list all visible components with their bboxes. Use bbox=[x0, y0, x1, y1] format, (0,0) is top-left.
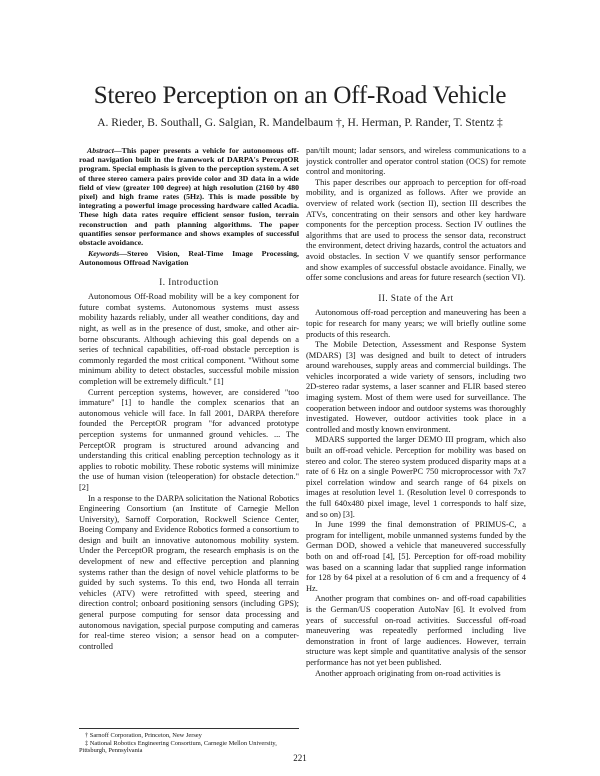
author-list: A. Rieder, B. Southall, G. Salgian, R. Mandelbaum †, H. Herman, P. Rander, T. Stentz ‡ bbox=[97, 117, 503, 129]
footnote-2: ‡ National Robotics Engineering Consortium, Carnegie Mellon University, Pittsburgh, Pennsylvania bbox=[79, 739, 277, 755]
sota-paragraph-5: Another program that combines on- and off-road capabilities is the German/US cooperation AutoNav [6]. It evolved from years of successful on-road activities. Successful off-road maneuvering was repeatedly performed including live demonstration in front of large audiences. However, terrain structure was kept simple and quantitative analysis of the sensor performance has not yet been published. bbox=[306, 594, 526, 667]
left-column bbox=[79, 146, 299, 728]
sota-paragraph-2: The Mobile Detection, Assessment and Response System (MDARS) [3] was designed and built to detect of intruders around warehouses, supply areas and commercial buildings. The vehicles incorporated a wide variety of sensors, including two 2D-stereo radar systems, a laser scanner and FLIR based stereo imaging system. Most of them were used for surveillance. The cooperation between indoor and outdoor systems was thoroughly investigated. However, outdoor activities took place in a controlled and mostly known environment. bbox=[306, 340, 526, 434]
footnote-1: † Sarnoff Corporation, Princeton, New Jersey bbox=[85, 732, 202, 739]
footnotes bbox=[79, 728, 299, 755]
keywords bbox=[79, 249, 299, 267]
keywords-text: Stereo Vision, Real-Time Image Processing, Autonomous Offroad Navigation bbox=[79, 249, 299, 268]
right-column bbox=[306, 146, 526, 742]
abstract-text: This paper presents a vehicle for autonomous off-road navigation built in the framework of DARPA's PerceptOR program. Special emphasis is given to the perception system. A set of three stereo camera pairs provide color and 3D data in a wide field of view (greater 100 degree) at high resolution (2160 by 480 pixel) and high frame rates (5Hz). This is made possible by integrating a powerful image processing hardware called Acadia. These high data rates require efficient sensor fusion, terrain reconstruction and path planning algorithms. The paper quantifies sensor performance and shows examples of successful obstacle avoidance. bbox=[79, 146, 299, 248]
intro-paragraph-2: Current perception systems, however, are considered "too immature" [1] to handle the complex scenarios that an autonomous vehicle will face. In fall 2001, DARPA therefore founded the PerceptOR program "for advanced prototype perception systems for unmanned ground vehicles. ... The PerceptOR program is structured around advancing and understanding this critical enabling perception technology as it applies to robotic mobility. These robotic systems will minimize the use of human vision (teleoperation) for obstacle detection." [2] bbox=[79, 387, 299, 492]
continuation-paragraph: pan/tilt mount; ladar sensors, and wireless communications to a joystick controller and operator control station (OCS) for remote control and monitoring. bbox=[306, 146, 526, 177]
intro-paragraph-3: In a response to the DARPA solicitation the National Robotics Engineering Consortium (an Institute of Carnegie Mellon University), Sarnoff Corporation, Rockwell Science Center, Boeing Company and Evidence Robotics formed a consortium to design and built an innovative autonomous mobility system. Under the PerceptOR program, the research emphasis is on the development of new and effective perception and planning systems rather than the design of novel vehicle platforms to be guided by such systems. To this end, two Honda all terrain vehicles (ATV) were retrofitted with speed, steering and direction control; onboard positioning sensors (including GPS); general purpose computing for sensor data processing and autonomous navigation, special purpose computing and cameras for real-time stereo vision; a sensor head on a computer-controlled bbox=[79, 493, 299, 651]
page-number: 221 bbox=[293, 753, 307, 763]
section-heading-state-of-the-art: II. State of the Art bbox=[378, 292, 454, 303]
abstract-label: Abstract— bbox=[87, 146, 122, 155]
sota-paragraph-4: In June 1999 the final demonstration of PRIMUS-C, a program for intelligent, mobile unmanned systems funded by the German DOD, showed a vehicle that maneuvered successfully both on and off-road [4], [5]. Perception for off-road mobility was based on a scanning ladar that supplied range information for 128 by 64 pixel at a resolution of 6 cm and a frequency of 4 Hz. bbox=[306, 520, 526, 593]
section-heading-introduction: I. Introduction bbox=[159, 276, 219, 287]
keywords-label: Keywords— bbox=[88, 249, 127, 259]
sota-paragraph-6: Another approach originating from on-road activities is bbox=[315, 668, 501, 678]
paper-title: Stereo Perception on an Off-Road Vehicle bbox=[93, 82, 507, 109]
sota-paragraph-1: Autonomous off-road perception and maneuvering has been a topic for research for many years; we will briefly outline some products of this research. bbox=[306, 308, 526, 339]
intro-paragraph-1: Autonomous Off-Road mobility will be a key component for future combat systems. Autonomous systems must assess mobility hazards reliably, under all weather conditions, day and night, as well as in the presence of dust, smoke, and other air-borne obscurants. Although achieving this goal depends on a series of technical capabilities, off-road obstacle perception is commonly regarded the most critical component. "Without some minimum ability to detect obstacles, successful mobile mission completion will be extremely difficult." [1] bbox=[79, 292, 299, 386]
sota-paragraph-3: MDARS supported the larger DEMO III program, which also built an off-road vehicle. Perception for mobility was based on stereo and color. The stereo system produced disparity maps at a rate of 6 Hz on a single PowerPC 750 microprocessor with 7x7 pixel correlation window and search range of 64 pixels on images at resolution level 1. (Resolution level 0 corresponds to the full 640x480 pixel image, level 1 corresponds to half size, and so on) [3]. bbox=[306, 435, 526, 519]
organization-paragraph: This paper describes our approach to perception for off-road mobility, and is organized as follows. After we provide an overview of related work (section II), section III describes the ATVs, concentrating on their sensors and other key hardware components for the perception process. Section IV outlines the algorithms that are used to process the sensor data, reconstruct the environment, detect driving hazards, control the actuators and avoid obstacles. In section V we quantify sensor performance and show examples of successful obstacle avoidance. Finally, we offer some conclusions and areas for future research (section VI). bbox=[306, 177, 526, 283]
abstract bbox=[79, 146, 299, 247]
